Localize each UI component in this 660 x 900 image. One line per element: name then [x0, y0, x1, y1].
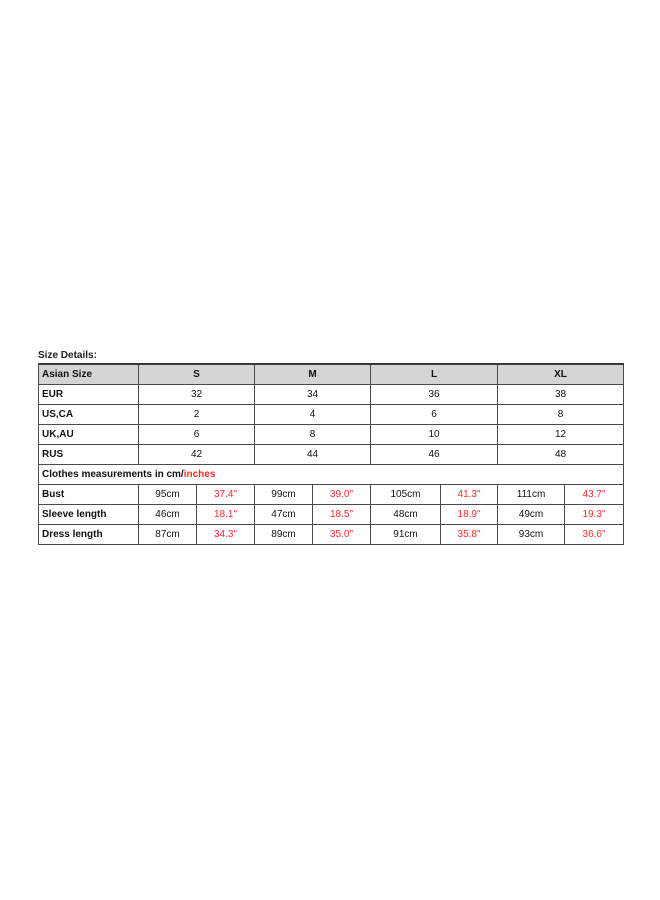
table-cell: 36 [371, 385, 498, 405]
inch-cell: 35.0" [313, 525, 371, 545]
size-header-l: L [371, 364, 498, 385]
table-cell: 6 [371, 405, 498, 425]
measurement-row-bust [39, 485, 624, 505]
inch-cell: 35.8" [441, 525, 498, 545]
conversion-row-eur [39, 385, 624, 405]
size-table [38, 363, 624, 545]
table-cell: 46 [371, 445, 498, 465]
size-header-m: M [255, 364, 371, 385]
conversion-row-us-ca [39, 405, 624, 425]
measurements-section-row [39, 465, 624, 485]
cm-cell: 105cm [371, 485, 441, 505]
inch-cell: 34.3" [197, 525, 255, 545]
table-cell: 8 [255, 425, 371, 445]
table-cell: 38 [498, 385, 624, 405]
measurement-row-sleeve-length [39, 505, 624, 525]
conversion-row-rus [39, 445, 624, 465]
measurement-row-dress-length [39, 525, 624, 545]
row-label: UK,AU [39, 425, 139, 445]
row-label: Bust [39, 485, 139, 505]
cm-cell: 95cm [139, 485, 197, 505]
header-row [39, 364, 624, 385]
cm-cell: 47cm [255, 505, 313, 525]
measurements-title-inches: inches [183, 469, 216, 480]
cm-cell: 87cm [139, 525, 197, 545]
row-label: US,CA [39, 405, 139, 425]
row-label: Dress length [39, 525, 139, 545]
cm-cell: 46cm [139, 505, 197, 525]
size-header-s: S [139, 364, 255, 385]
cm-cell: 99cm [255, 485, 313, 505]
cm-cell: 49cm [498, 505, 565, 525]
table-cell: 48 [498, 445, 624, 465]
table-cell: 10 [371, 425, 498, 445]
table-cell: 34 [255, 385, 371, 405]
cm-cell: 48cm [371, 505, 441, 525]
inch-cell: 43.7" [565, 485, 624, 505]
conversion-row-uk-au [39, 425, 624, 445]
table-cell: 42 [139, 445, 255, 465]
size-header-xl: XL [498, 364, 624, 385]
table-cell: 32 [139, 385, 255, 405]
inch-cell: 18.1" [197, 505, 255, 525]
inch-cell: 37.4" [197, 485, 255, 505]
inch-cell: 39.0" [313, 485, 371, 505]
cm-cell: 111cm [498, 485, 565, 505]
measurements-title-prefix: Clothes measurements in cm/ [42, 469, 184, 480]
row-label: RUS [39, 445, 139, 465]
cm-cell: 93cm [498, 525, 565, 545]
table-cell: 6 [139, 425, 255, 445]
size-details-caption: Size Details: [38, 350, 97, 361]
table-cell: 4 [255, 405, 371, 425]
asian-size-header: Asian Size [39, 364, 139, 385]
inch-cell: 36.6" [565, 525, 624, 545]
inch-cell: 41.3" [441, 485, 498, 505]
row-label: Sleeve length [39, 505, 139, 525]
measurements-section-title [39, 465, 624, 485]
size-chart [38, 349, 623, 545]
row-label: EUR [39, 385, 139, 405]
cm-cell: 91cm [371, 525, 441, 545]
table-cell: 44 [255, 445, 371, 465]
table-cell: 12 [498, 425, 624, 445]
inch-cell: 18.9" [441, 505, 498, 525]
table-cell: 2 [139, 405, 255, 425]
inch-cell: 18.5" [313, 505, 371, 525]
table-cell: 8 [498, 405, 624, 425]
inch-cell: 19.3" [565, 505, 624, 525]
cm-cell: 89cm [255, 525, 313, 545]
